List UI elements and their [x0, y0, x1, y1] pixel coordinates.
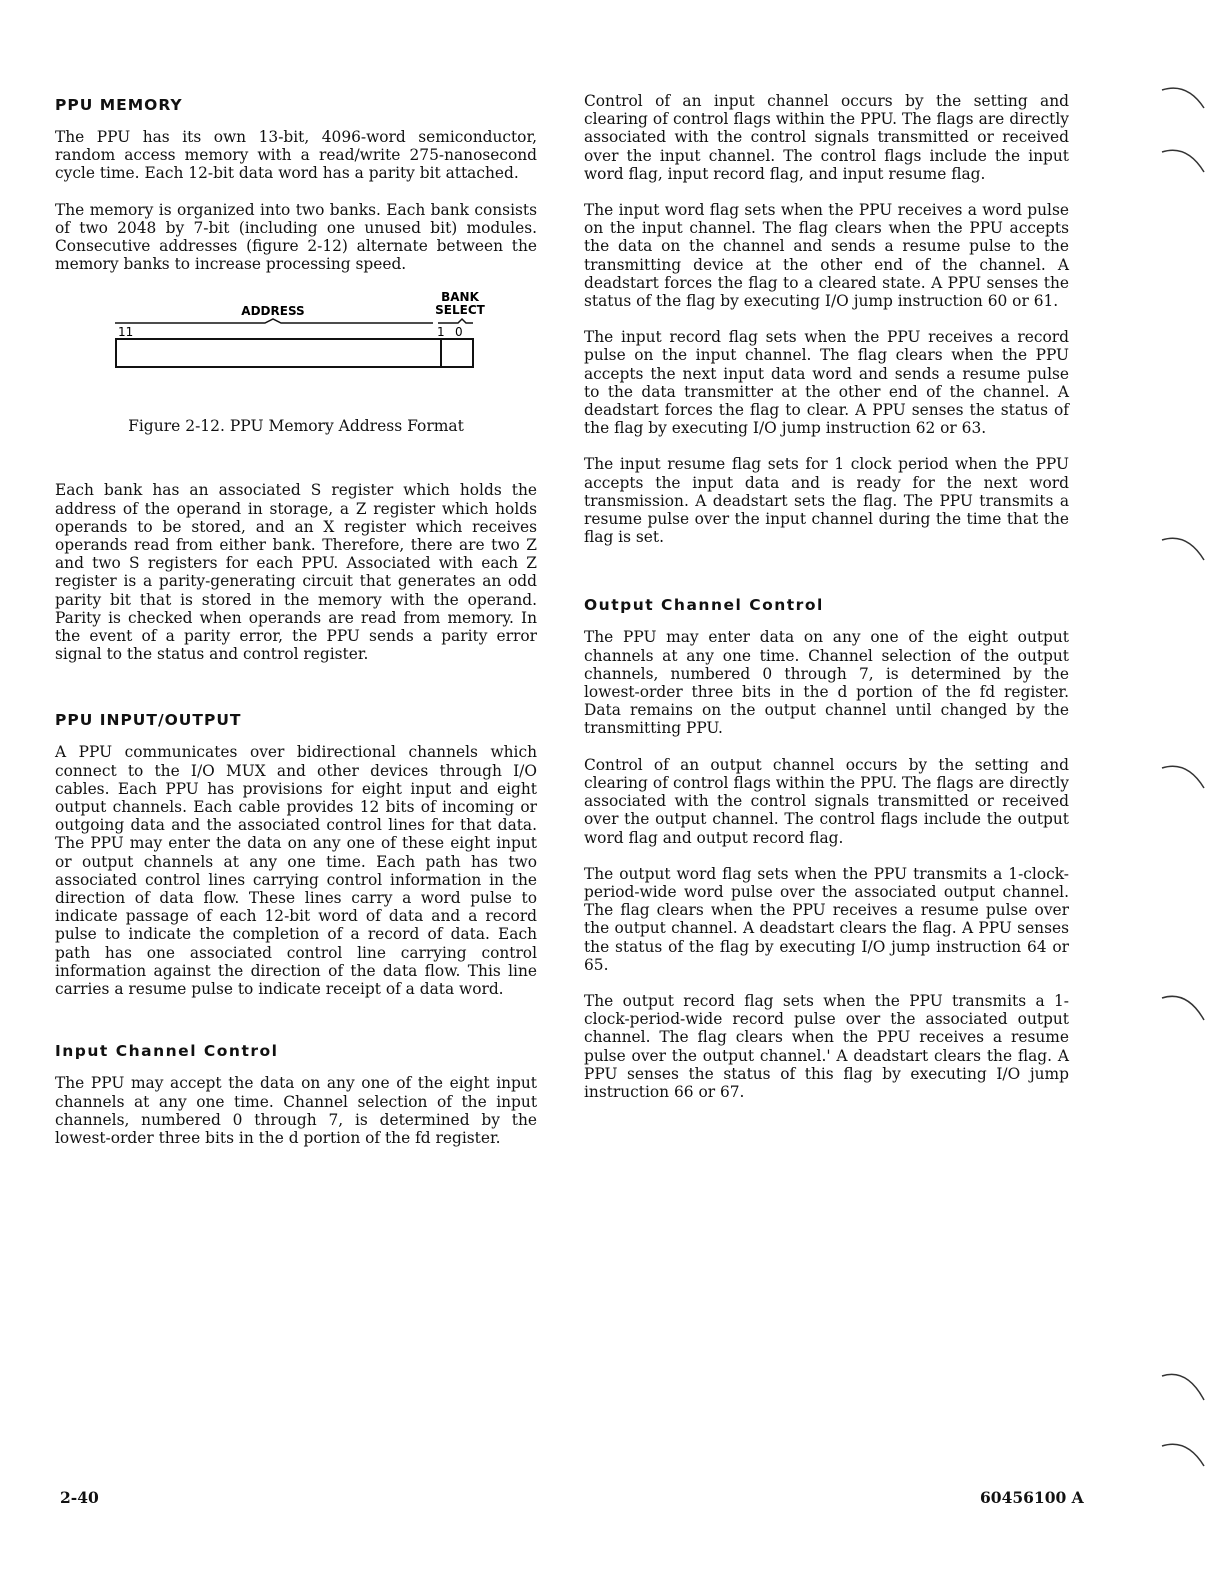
- input-word-flag-paragraph: The input word flag sets when the PPU receives a word pulse on the input channel. The flag clears when the PPU accepts the data on the channel and sends a resume pulse to the transmitting device at the other end of the channel. A deadstart forces the flag to a cleared state. A PPU senses the status of the flag by executing I/O jump instruction 60 or 61.: [584, 201, 1069, 311]
- address-label: ADDRESS: [241, 304, 305, 319]
- output-channel-paragraph-2: Control of an output channel occurs by the setting and clearing of control flags within the PPU. The flags are directly associated with the control signals transmitted or received over the output channel. The control flags include the output word flag and output record flag.: [584, 755, 1069, 847]
- bit-11-label: 11: [118, 325, 134, 340]
- document-number: 60456100 A: [980, 1488, 1084, 1507]
- output-record-flag-paragraph: The output record flag sets when the PPU transmits a 1-clock-period-wide record pulse over the associated output channel. The flag clears when the PPU receives a resume pulse over the output channel.' A deadstart clears the flag. A PPU senses the status of this flag by executing I/O jump instruction 66 or 67.: [584, 991, 1069, 1101]
- bank-label: BANK: [441, 291, 479, 305]
- figure-caption: Figure 2-12. PPU Memory Address Format: [128, 417, 464, 436]
- register-paragraph: Each bank has an associated S register which holds the address of the operand in storage, a Z register which holds operands to be stored, and an X register which receives operands read from either bank. Therefore, there are two Z and two S registers for each PPU. Associated with each Z register is a parity-generating circuit that generates an odd parity bit that is stored in the memory with the operand. Parity is checked when operands are read from memory. In the event of a parity error, the PPU sends a parity error signal to the status and control register.: [55, 481, 537, 664]
- bit-1-label: 1: [437, 325, 445, 340]
- ppu-io-paragraph-1: A PPU communicates over bidirectional channels which connect to the I/O MUX and other devices through I/O cables. Each PPU has provisions for eight input and eight output channels. Each cable provides 12 bits of incoming or outgoing data and the associated control lines for that data. The PPU may enter the data on any one of these eight input or output channels at any one time. Each path has two associated control lines carrying control information in the direction of data flow. These lines carry a word pulse to indicate passage of each 12-bit word of data and a record pulse to indicate the completion of a record of data. Each path has one associated control line carrying control information against the direction of the data flow. This line carries a resume pulse to indicate receipt of a data word.: [55, 743, 537, 999]
- right-column: [584, 92, 1069, 1119]
- memory-address-diagram: [55, 291, 537, 401]
- ppu-io-heading: PPU INPUT/OUTPUT: [55, 711, 242, 730]
- output-word-flag-paragraph: The output word flag sets when the PPU transmits a 1-clock-period-wide word pulse over the associated output channel. The flag clears when the PPU receives a resume pulse over the output channel. A deadstart clears the flag. A PPU senses the status of the flag by executing I/O jump instruction 64 or 65.: [584, 864, 1069, 974]
- address-brace: [115, 319, 433, 323]
- address-register-box: [116, 339, 473, 367]
- binder-mark-icon: [1162, 996, 1204, 1020]
- input-resume-flag-paragraph: The input resume flag sets for 1 clock period when the PPU accepts the input data and is ready for the next word transmission. A deadstart sets the flag. The PPU transmits a resume pulse over the input channel during the time that the flag is set.: [584, 455, 1069, 547]
- ppu-memory-paragraph-2: The memory is organized into two banks. Each bank consists of two 2048 by 7-bit (including one unused bit) modules. Consecutive addresses (figure 2-12) alternate between the memory banks to increase processing speed.: [55, 200, 537, 274]
- output-channel-heading: Output Channel Control: [584, 596, 824, 615]
- binder-mark-icon: [1162, 1444, 1204, 1466]
- left-column: [55, 96, 537, 1165]
- page-number: 2-40: [60, 1488, 99, 1507]
- memory-address-figure: [55, 291, 537, 441]
- input-record-flag-paragraph: The input record flag sets when the PPU receives a record pulse on the input channel. The flag clears when the PPU accepts the next input data word and sends a resume pulse to the data transmitter at the other end of the channel. A deadstart forces the flag to clear. A PPU senses the status of the flag by executing I/O jump instruction 62 or 63.: [584, 328, 1069, 438]
- ppu-memory-paragraph-1: The PPU has its own 13-bit, 4096-word semiconductor, random access memory with a read/write 275-nanosecond cycle time. Each 12-bit data word has a parity bit attached.: [55, 128, 537, 183]
- select-label: SELECT: [435, 303, 485, 318]
- binder-mark-icon: [1162, 1374, 1204, 1400]
- input-control-paragraph-1: Control of an input channel occurs by the setting and clearing of control flags within the PPU. The flags are directly associated with the control signals transmitted or received over the input channel. The control flags include the input word flag, input record flag, and input resume flag.: [584, 92, 1069, 183]
- binder-mark-icon: [1162, 88, 1204, 108]
- bank-select-brace: [438, 319, 473, 323]
- binder-marks: [1152, 80, 1212, 1500]
- binder-mark-icon: [1162, 538, 1204, 560]
- bit-0-label: 0: [455, 325, 463, 340]
- input-channel-heading: Input Channel Control: [55, 1042, 279, 1061]
- ppu-memory-heading: PPU MEMORY: [55, 96, 183, 114]
- binder-mark-icon: [1162, 766, 1204, 788]
- output-channel-paragraph-1: The PPU may enter data on any one of the eight output channels at any one time. Channel selection of the output channels, numbered 0 through 7, is determined by the lowest-order three bits in the d portion of the fd register. Data remains on the output channel until changed by the transmitting PPU.: [584, 628, 1069, 738]
- binder-mark-icon: [1162, 150, 1204, 172]
- input-channel-paragraph-1: The PPU may accept the data on any one of the eight input channels at any one time. Channel selection of the input channels, numbered 0 through 7, is determined by the lowest-order three bits in the d portion of the fd register.: [55, 1074, 537, 1147]
